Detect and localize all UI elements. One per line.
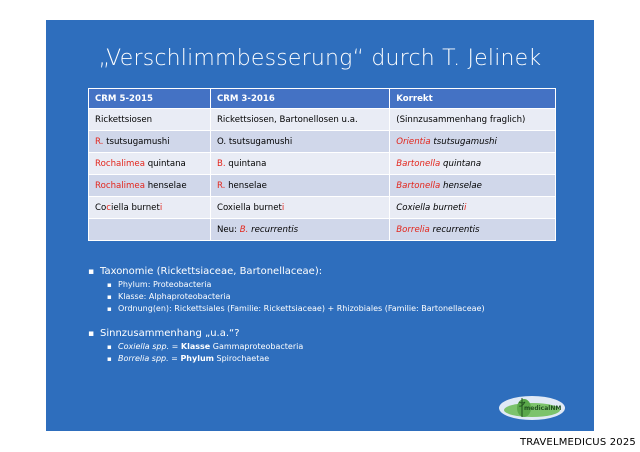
header-korrekt: Korrekt bbox=[390, 89, 556, 109]
header-crm-2016: CRM 3-2016 bbox=[210, 89, 389, 109]
bullet-item bbox=[88, 327, 485, 341]
text-run: Co bbox=[95, 202, 107, 213]
text-run: Spirochaetae bbox=[213, 354, 270, 363]
text-run: Ordnung(en): Rickettsiales (Familie: Rickettsiaceae) + Rhizobiales (Familie: Bartonellaceae) bbox=[118, 304, 485, 313]
table-cell-korrekt bbox=[390, 109, 556, 131]
text-run: henselae bbox=[440, 180, 482, 191]
table-cell-korrekt bbox=[390, 175, 556, 197]
text-run: R. bbox=[216, 180, 226, 191]
text-run: quintana bbox=[440, 158, 482, 169]
bullet-item bbox=[88, 265, 485, 279]
text-run: Bartonella bbox=[396, 180, 441, 191]
text-run: i bbox=[159, 202, 163, 213]
table-row bbox=[89, 131, 556, 153]
text-run: Gammaproteobacteria bbox=[210, 342, 304, 351]
comparison-table bbox=[88, 88, 556, 241]
sub-bullet-item bbox=[88, 279, 485, 291]
text-run: Klasse bbox=[180, 342, 211, 351]
table-cell-crm-2016 bbox=[210, 109, 389, 131]
table-header-row bbox=[89, 89, 556, 109]
text-run: Rochalimea bbox=[95, 158, 145, 169]
text-run: recurrentis bbox=[429, 224, 480, 235]
text-run: Coxiella burneti bbox=[396, 202, 464, 213]
table-row bbox=[89, 153, 556, 175]
table-cell-crm-2015 bbox=[89, 197, 211, 219]
text-run: = bbox=[169, 342, 181, 351]
text-run: c bbox=[106, 202, 111, 213]
text-run: B. bbox=[216, 158, 226, 169]
text-run: henselae bbox=[144, 180, 187, 191]
table-cell-korrekt bbox=[390, 153, 556, 175]
text-run: henselae bbox=[225, 180, 267, 191]
text-run: tsutsugamushi bbox=[430, 136, 497, 147]
sub-bullet-item bbox=[88, 341, 485, 353]
table-row bbox=[89, 175, 556, 197]
header-crm-2015: CRM 5-2015 bbox=[89, 89, 211, 109]
table-row bbox=[89, 197, 556, 219]
text-run: Taxonomie (Rickettsiaceae, Bartonellaceae): bbox=[100, 266, 323, 277]
text-run: tsutsugamushi bbox=[103, 136, 170, 147]
text-run: Borrelia bbox=[396, 224, 430, 235]
slide-title: „Verschlimmbesserung“ durch T. Jelinek bbox=[98, 46, 542, 71]
table-cell-crm-2016 bbox=[210, 197, 389, 219]
text-run: Rochalimea bbox=[95, 180, 145, 191]
text-run: R. bbox=[95, 136, 104, 147]
table-cell-korrekt bbox=[390, 197, 556, 219]
sub-bullet-item bbox=[88, 291, 485, 303]
text-run: Rickettsiosen bbox=[95, 114, 153, 125]
table-cell-crm-2016 bbox=[210, 175, 389, 197]
table-cell-crm-2016 bbox=[210, 131, 389, 153]
table-cell-crm-2015 bbox=[89, 109, 211, 131]
table-row bbox=[89, 109, 556, 131]
text-run: Borrelia spp. bbox=[118, 354, 169, 363]
bullet-spacer bbox=[88, 315, 485, 327]
logo-text: medicalNM bbox=[524, 405, 562, 412]
text-run: O. tsutsugamushi bbox=[216, 136, 293, 147]
text-run: Coxiella burnet bbox=[216, 202, 282, 213]
text-run: i bbox=[281, 202, 285, 213]
text-run: Coxiella spp. bbox=[118, 342, 170, 351]
text-run: quintana bbox=[225, 158, 267, 169]
text-run: Orientia bbox=[396, 136, 431, 147]
text-run: B. bbox=[239, 224, 249, 235]
text-run: quintana bbox=[144, 158, 186, 169]
table-cell-korrekt bbox=[390, 131, 556, 153]
table-cell-crm-2016 bbox=[210, 153, 389, 175]
footer-label: TRAVELMEDICUS 2025 bbox=[519, 437, 636, 448]
text-run: (Sinnzusammenhang fraglich) bbox=[396, 114, 526, 125]
sub-bullet-item bbox=[88, 303, 485, 315]
slide bbox=[46, 20, 594, 431]
table-cell-crm-2015 bbox=[89, 219, 211, 241]
text-run: Bartonella bbox=[396, 158, 441, 169]
text-run: Neu: bbox=[216, 224, 240, 235]
text-run: iella burnet bbox=[111, 202, 160, 213]
text-run: Phylum bbox=[180, 354, 214, 363]
table-cell-crm-2015 bbox=[89, 153, 211, 175]
table-row bbox=[89, 219, 556, 241]
table-cell-korrekt bbox=[390, 219, 556, 241]
bullet-list bbox=[88, 265, 485, 365]
text-run: = bbox=[168, 354, 181, 363]
text-run: Rickettsiosen, Bartonellosen u.a. bbox=[216, 114, 358, 125]
text-run: Sinnzusammenhang „u.a.“? bbox=[100, 328, 240, 339]
table-cell-crm-2016 bbox=[210, 219, 389, 241]
sub-bullet-item bbox=[88, 353, 485, 365]
text-run: i bbox=[463, 202, 467, 213]
table-cell-crm-2015 bbox=[89, 131, 211, 153]
text-run: Klasse: Alphaproteobacteria bbox=[118, 292, 231, 301]
text-run: recurrentis bbox=[248, 224, 299, 235]
table-cell-crm-2015 bbox=[89, 175, 211, 197]
text-run: Phylum: Proteobacteria bbox=[118, 280, 212, 289]
